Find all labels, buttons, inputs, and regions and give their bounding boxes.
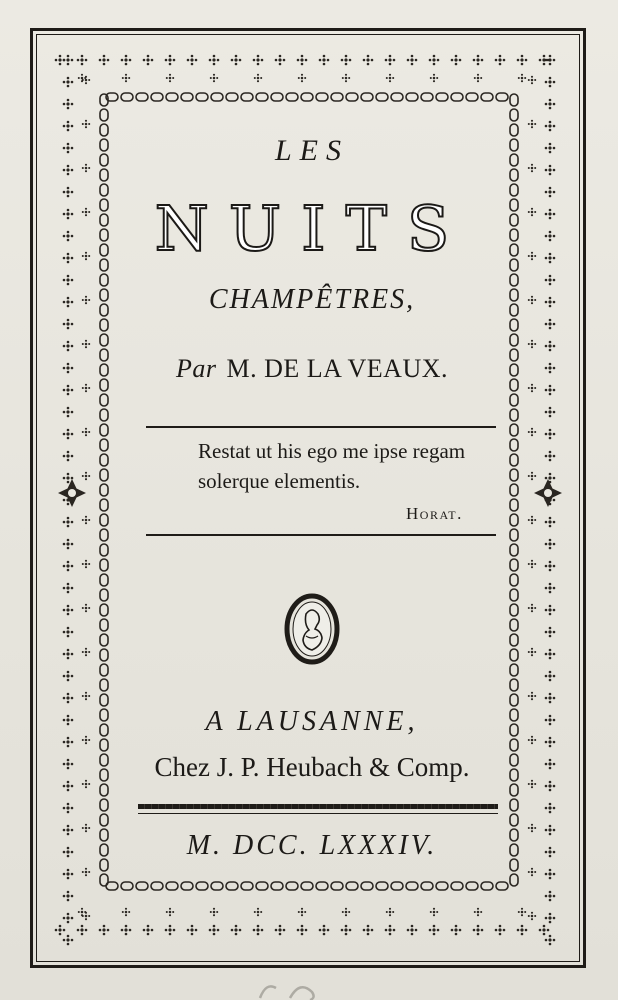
title-line-nuits: NUITS	[154, 192, 470, 265]
rule-top	[146, 426, 496, 428]
ink-stamp-mark	[250, 972, 330, 1000]
rule-imprint-thin	[138, 813, 498, 814]
portrait-medallion-icon	[284, 592, 340, 666]
epigraph-line-2: solerque elementis.	[198, 469, 361, 493]
imprint-date: M. DCC. LXXXIV.	[186, 830, 438, 861]
imprint-publisher: Chez J. P. Heubach & Comp.	[154, 752, 470, 782]
epigraph-line-1: Restat ut his ego me ipse regam	[198, 439, 466, 463]
epigraph	[198, 436, 518, 496]
title-line-champetres: CHAMPÊTRES,	[208, 284, 416, 315]
author-line	[118, 354, 506, 384]
imprint-place: A LAUSANNE,	[205, 706, 419, 737]
rule-bottom	[146, 534, 496, 536]
title-text-panel	[118, 100, 506, 890]
author-name: M. DE LA VEAUX.	[226, 354, 449, 383]
title-line-les: LES	[274, 134, 349, 167]
epigraph-attribution: Horat.	[406, 504, 463, 523]
rule-imprint-heavy	[138, 804, 498, 809]
author-prefix: Par	[175, 354, 217, 383]
